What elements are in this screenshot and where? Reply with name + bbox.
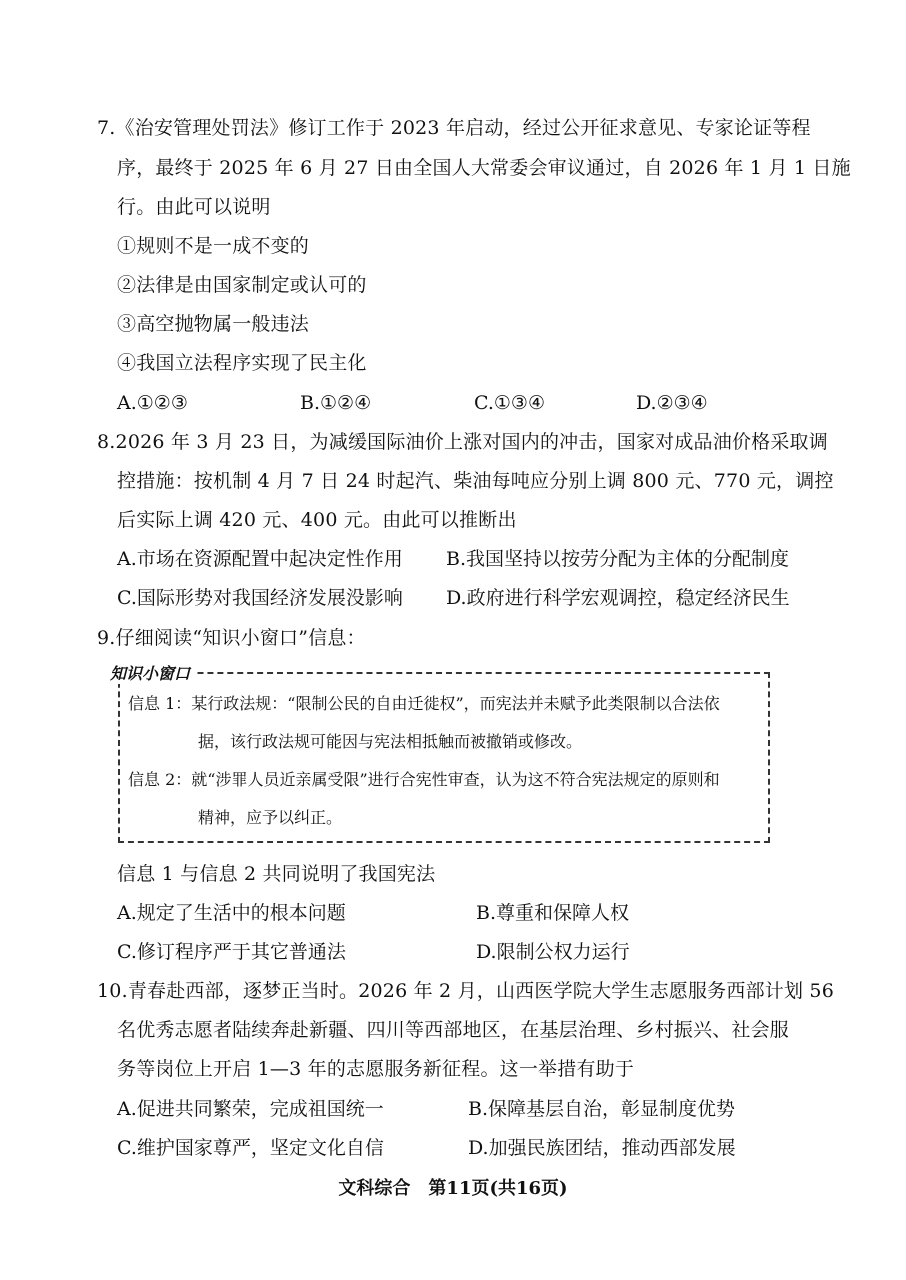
info2-line1: 信息 2：就“涉罪人员近亲属受限”进行合宪性审查，认为这不符合宪法规定的原则和 xyxy=(128,770,720,789)
q10-option-a: A.促进共同繁荣，完成祖国统一 xyxy=(117,1098,384,1120)
q10-option-c: C.维护国家尊严，坚定文化自信 xyxy=(117,1137,384,1159)
q10-stem-line3: 务等岗位上开启 1—3 年的志愿服务新征程。这一举措有助于 xyxy=(117,1058,635,1080)
info1-line1: 信息 1：某行政法规：“限制公民的自由迁徙权”，而宪法并未赋予此类限制以合法依 xyxy=(128,694,720,713)
page-footer: 文科综合 第11页(共16页) xyxy=(338,1178,568,1199)
q9-option-d: D.限制公权力运行 xyxy=(476,941,630,963)
knowledge-window-title: 知识小窗口 xyxy=(108,664,194,684)
q8-option-c: C.国际形势对我国经济发展没影响 xyxy=(117,587,403,609)
q8-option-a: A.市场在资源配置中起决定性作用 xyxy=(117,548,403,570)
info2-line2: 精神，应予以纠正。 xyxy=(198,808,343,827)
q10-option-d: D.加强民族团结，推动西部发展 xyxy=(468,1137,736,1159)
q7-item-1: ①规则不是一成不变的 xyxy=(117,235,310,257)
q9-option-b: B.尊重和保障人权 xyxy=(476,902,630,924)
q8-stem-line3: 后实际上调 420 元、400 元。由此可以推断出 xyxy=(117,509,517,531)
q7-option-c: C.①③④ xyxy=(474,392,545,414)
q7-item-2: ②法律是由国家制定或认可的 xyxy=(117,274,367,296)
q8-option-b: B.我国坚持以按劳分配为主体的分配制度 xyxy=(446,548,790,570)
q10-stem-line1: 10.青春赴西部，逐梦正当时。2026 年 2 月，山西医学院大学生志愿服务西部计划 56 xyxy=(97,980,834,1002)
q7-stem-line2: 序，最终于 2025 年 6 月 27 日由全国人大常委会审议通过，自 2026 年 1 月 1 日施 xyxy=(117,157,851,179)
q7-stem-line1: 7.《治安管理处罚法》修订工作于 2023 年启动，经过公开征求意见、专家论证等程 xyxy=(97,117,811,139)
q8-option-d: D.政府进行科学宏观调控，稳定经济民生 xyxy=(446,587,790,609)
q9-option-c: C.修订程序严于其它普通法 xyxy=(117,941,346,963)
q8-stem-line2: 控措施：按机制 4 月 7 日 24 时起汽、柴油每吨应分别上调 800 元、770 元，调控 xyxy=(117,470,834,492)
info1-line2: 据，该行政法规可能因与宪法相抵触而被撤销或修改。 xyxy=(198,732,583,751)
q10-option-b: B.保障基层自治，彰显制度优势 xyxy=(468,1098,736,1120)
q7-item-3: ③高空抛物属一般违法 xyxy=(117,313,310,335)
q9-question: 信息 1 与信息 2 共同说明了我国宪法 xyxy=(117,863,436,885)
q9-stem: 9.仔细阅读“知识小窗口”信息： xyxy=(97,627,366,649)
q7-option-a: A.①②③ xyxy=(117,392,188,414)
q7-item-4: ④我国立法程序实现了民主化 xyxy=(117,352,367,374)
q8-stem-line1: 8.2026 年 3 月 23 日，为减缓国际油价上涨对国内的冲击，国家对成品油价格采取调 xyxy=(97,431,828,453)
q10-stem-line2: 名优秀志愿者陆续奔赴新疆、四川等西部地区，在基层治理、乡村振兴、社会服 xyxy=(117,1019,790,1041)
q9-option-a: A.规定了生活中的根本问题 xyxy=(117,902,346,924)
q7-stem-line3: 行。由此可以说明 xyxy=(117,196,271,218)
q7-option-b: B.①②④ xyxy=(300,392,372,414)
q7-option-d: D.②③④ xyxy=(636,392,708,414)
